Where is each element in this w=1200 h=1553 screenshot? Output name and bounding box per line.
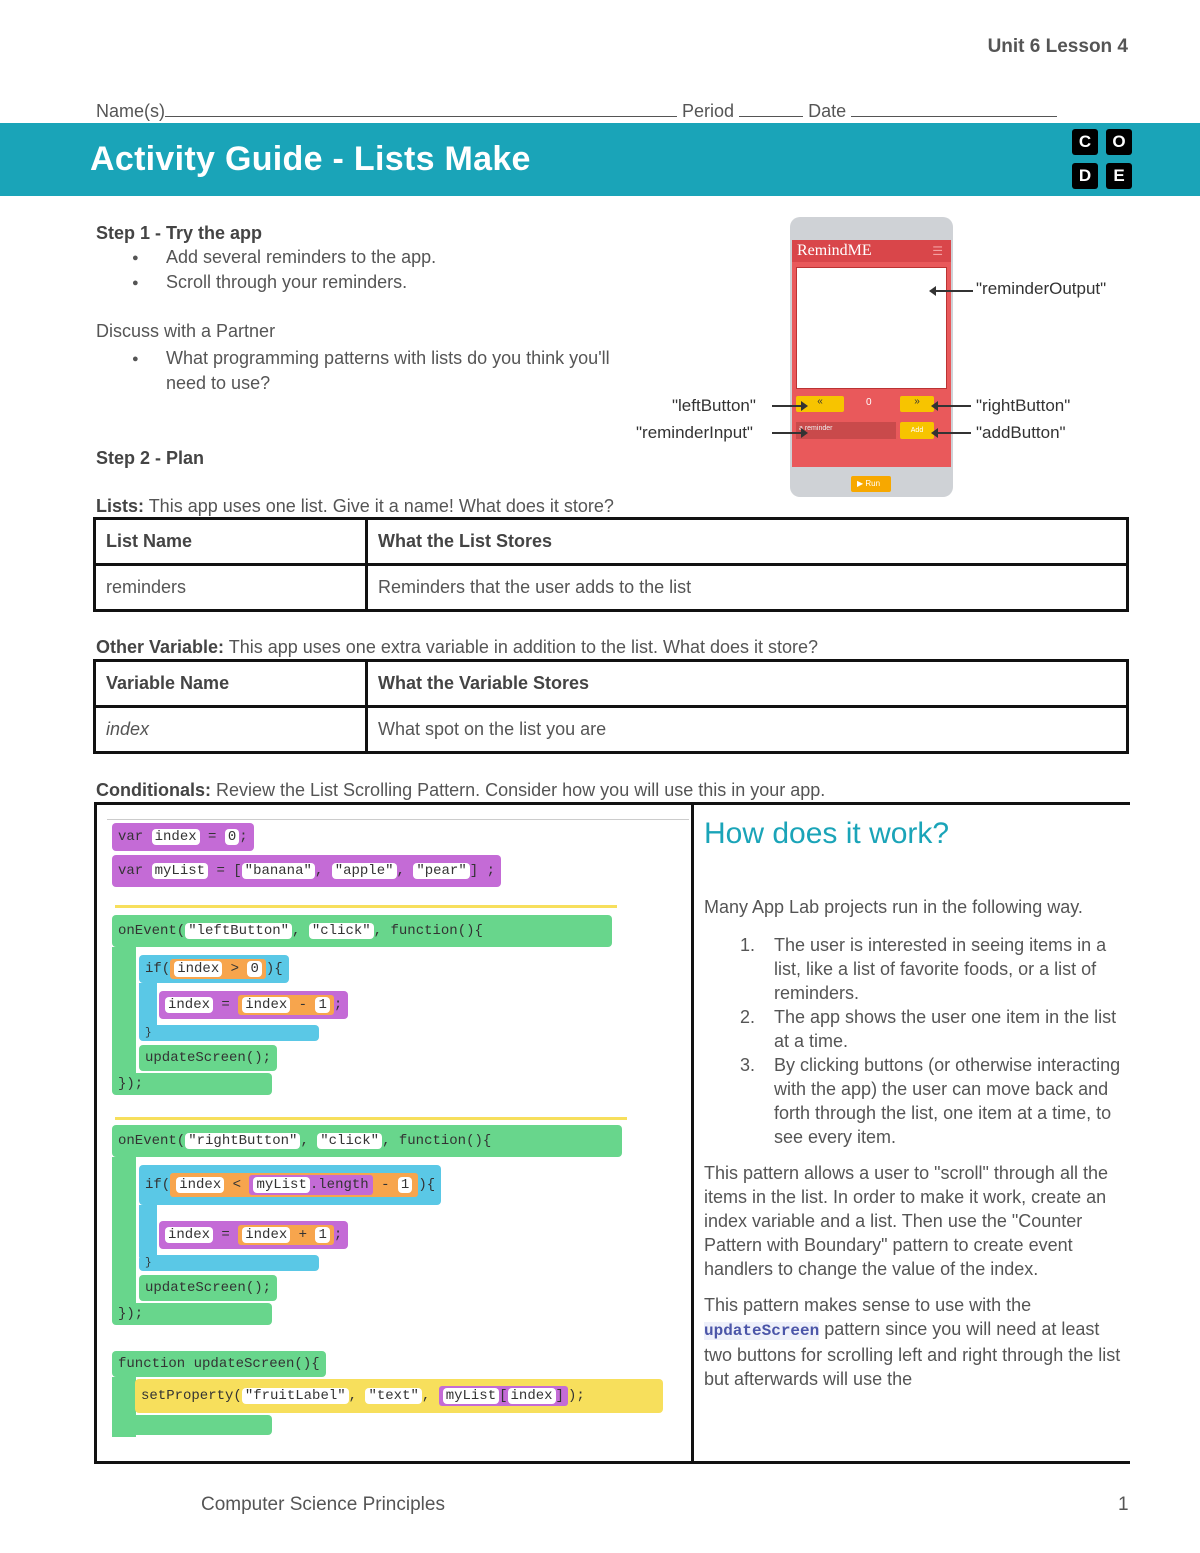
arrow-left-button: [772, 405, 804, 407]
variable-table: [93, 659, 1129, 754]
length-expression: [249, 1175, 372, 1195]
period-line[interactable]: [739, 99, 803, 117]
logo-letter-c: C: [1072, 129, 1098, 155]
conditionals-label: Conditionals:: [96, 780, 211, 800]
name-label: Name(s): [96, 101, 166, 121]
block-body-right: [112, 1157, 136, 1307]
arrow-right-button: [935, 405, 971, 407]
reminder-input[interactable]: a reminder: [796, 422, 896, 439]
pattern-box: [94, 802, 1130, 1464]
string: "rightButton": [185, 1133, 300, 1149]
keyword: setProperty(: [141, 1388, 242, 1404]
var-name: index: [508, 1388, 556, 1404]
block-if-body: [139, 1205, 157, 1257]
step2-heading: Step 2 - Plan: [96, 448, 205, 468]
logo-letter-d: D: [1072, 163, 1098, 189]
conditionals-prompt: [96, 780, 825, 801]
var-name: myList: [152, 863, 208, 879]
discuss-label: Discuss with a Partner: [96, 321, 276, 341]
var-name: myList: [443, 1388, 499, 1404]
operator: <: [232, 1177, 242, 1193]
value: 0: [247, 961, 261, 977]
table-cell[interactable]: Reminders that the user adds to the list: [367, 565, 1128, 611]
block-if-right[interactable]: if( index < myList .length - 1 ){: [139, 1165, 441, 1205]
keyword: function: [390, 923, 458, 939]
lists-text: This app uses one list. Give it a name! What does it store?: [144, 496, 614, 516]
app-title-bar: [792, 240, 951, 262]
operator: =: [208, 829, 217, 845]
other-variable-text: This app uses one extra variable in addition to the list. What does it store?: [224, 637, 819, 657]
list-item: 3. By clicking buttons (or otherwise interacting with the app) the user can move back and forth through the list, one item at a time, to see every item.: [740, 1055, 1121, 1147]
right-button[interactable]: »: [900, 396, 934, 412]
date-line[interactable]: [851, 99, 1057, 117]
var-name: index: [242, 997, 290, 1013]
var-name: index: [165, 997, 213, 1013]
inline-code: updateScreen: [704, 1322, 820, 1340]
unit-lesson-label: Unit 6 Lesson 4: [987, 36, 1128, 57]
block-update-call[interactable]: updateScreen();: [139, 1045, 277, 1071]
table-header-cell: Variable Name: [95, 661, 367, 707]
value: 1: [398, 1177, 412, 1193]
var-name: index: [152, 829, 200, 845]
block-if-end: }: [139, 1255, 319, 1271]
block-function-close: [112, 1415, 272, 1435]
string: "apple": [332, 863, 397, 879]
how-heading: How does it work?: [704, 817, 950, 850]
keyword: if(: [145, 961, 171, 977]
app-title: RemindME: [797, 242, 872, 259]
play-icon: ▶: [857, 479, 866, 488]
text: pattern since you will need at least two buttons for scrolling left and right through the list but afterwards will use the: [704, 1319, 1121, 1389]
expression: [238, 1225, 334, 1245]
keyword: var: [118, 863, 144, 879]
table-row: [95, 565, 1128, 611]
var-name: index: [242, 1227, 290, 1243]
step-text: The user is interested in seeing items in a list, like a list of favorite foods, or a list of reminders.: [774, 935, 1107, 1003]
table-row: [95, 707, 1128, 753]
value: 1: [315, 997, 329, 1013]
lists-label: Lists:: [96, 496, 145, 516]
list-access: myList [ index ]: [439, 1386, 568, 1406]
var-name: index: [176, 1177, 224, 1193]
table-header-cell: What the List Stores: [367, 519, 1128, 565]
semicolon: ;: [486, 863, 495, 879]
period-label: Period: [682, 101, 735, 121]
keyword: function: [398, 1133, 467, 1149]
list-item: ● What programming patterns with lists do you think you'll need to use?: [96, 346, 636, 396]
operator: >: [230, 961, 240, 977]
arrow-output: [933, 290, 973, 292]
table-row: [95, 661, 1128, 707]
step-text: The app shows the user one item in the list at a time.: [774, 1007, 1117, 1051]
property: .length: [309, 1177, 369, 1193]
operator: =: [221, 1227, 230, 1243]
condition: [170, 1173, 418, 1197]
how-steps: [740, 933, 1122, 1149]
conditionals-text: Review the List Scrolling Pattern. Consider how you will use this in your app.: [211, 780, 826, 800]
how-paragraph-1: This pattern allows a user to "scroll" through all the items in the list. In order to make it work, create an index variable and a list. Then use the "Counter Pattern with Boundary" pattern to create event handlers to change the value of the index.: [704, 1163, 1108, 1279]
lists-prompt: [96, 496, 614, 517]
app-screen: [792, 262, 951, 467]
list-item: ● Scroll through your reminders.: [96, 270, 656, 295]
text: This pattern makes sense to use with the: [704, 1295, 1032, 1315]
var-name: index: [165, 1227, 213, 1243]
var-name: index: [174, 961, 222, 977]
semicolon: ;: [239, 829, 248, 845]
discuss-bullets: [96, 346, 636, 396]
block-update-call[interactable]: updateScreen();: [139, 1275, 277, 1301]
divider: [115, 1117, 627, 1120]
block-onevent-close: });: [112, 1073, 272, 1095]
footer-course: Computer Science Principles: [201, 1494, 445, 1515]
step1-bullets: [96, 245, 656, 295]
block-increment[interactable]: [159, 1221, 348, 1249]
block-if-body: [139, 983, 157, 1029]
app-mockup: [790, 217, 953, 497]
keyword: onEvent(: [118, 923, 186, 939]
step-text: By clicking buttons (or otherwise interacting with the app) the user can move back and forth through the list, one item at a time, to see every item.: [774, 1055, 1121, 1147]
list-table: [93, 517, 1129, 612]
keyword: if(: [145, 1177, 171, 1193]
table-header-cell: What the Variable Stores: [367, 661, 1128, 707]
operator: -: [298, 997, 308, 1013]
string: "banana": [242, 863, 315, 879]
table-row: [95, 519, 1128, 565]
how-it-works-pane: [704, 817, 1122, 1391]
string: "click": [309, 923, 374, 939]
block-onevent-close: });: [112, 1303, 272, 1325]
divider: [115, 905, 617, 908]
block-decrement[interactable]: [159, 991, 348, 1019]
date-label: Date: [808, 101, 847, 121]
divider: [107, 819, 689, 820]
table-cell[interactable]: index: [95, 707, 367, 753]
operator: +: [298, 1227, 308, 1243]
arrow-reminder-input: [772, 432, 804, 434]
condition: [170, 959, 266, 979]
other-variable-prompt: [96, 637, 818, 658]
step1-heading: Step 1 - Try the app: [96, 223, 263, 243]
code-logo: [1072, 129, 1134, 191]
callout-left-button: "leftButton": [672, 396, 756, 415]
list-item: ● Add several reminders to the app.: [96, 245, 656, 270]
code-blocks-pane: [94, 805, 694, 1464]
title-banner: [0, 123, 1200, 196]
table-header-cell: List Name: [95, 519, 367, 565]
callout-add-button: "addButton": [976, 423, 1066, 442]
semicolon: ;: [333, 1227, 343, 1243]
block-onevent-left[interactable]: onEvent( "leftButton" , "click" , function(){: [112, 915, 612, 947]
string: "leftButton": [185, 923, 292, 939]
block-body-left: [112, 947, 136, 1077]
value: 1: [315, 1227, 329, 1243]
value: 0: [225, 829, 239, 845]
how-paragraph-2: [704, 1293, 1122, 1391]
run-button[interactable]: [851, 476, 891, 492]
keyword: onEvent(: [118, 1133, 186, 1149]
block-var-index[interactable]: [112, 823, 254, 851]
logo-letter-o: O: [1106, 129, 1132, 155]
page-number: 1: [1118, 1494, 1129, 1515]
list-item: 2. The app shows the user one item in the list at a time.: [740, 1007, 1117, 1051]
list-item: 1. The user is interested in seeing items in a list, like a list of favorite foods, or a list of reminders.: [740, 935, 1107, 1003]
page-title: Activity Guide - Lists Make: [90, 140, 531, 178]
callout-reminder-output: "reminderOutput": [976, 279, 1107, 298]
block-if-left[interactable]: if( index > 0 ){: [139, 955, 289, 983]
table-cell[interactable]: reminders: [95, 565, 367, 611]
name-period-date-row: [96, 99, 1076, 122]
name-line[interactable]: [165, 99, 677, 117]
callout-right-button: "rightButton": [976, 396, 1071, 415]
var-name: myList: [253, 1177, 309, 1193]
index-display: 0: [866, 397, 872, 408]
expression: [238, 995, 334, 1015]
run-label: Run: [865, 479, 881, 488]
arrow-add-button: [935, 432, 971, 434]
operator: -: [381, 1177, 390, 1193]
callout-reminder-input: "reminderInput": [636, 423, 753, 442]
keyword: var: [118, 829, 144, 845]
how-intro: Many App Lab projects run in the following way.: [704, 897, 1083, 917]
semicolon: ;: [333, 997, 343, 1013]
left-button[interactable]: «: [796, 396, 844, 412]
logo-letter-e: E: [1106, 163, 1132, 189]
block-set-property[interactable]: setProperty( "fruitLabel" , "text" , myList [ index ] );: [135, 1379, 663, 1413]
table-cell[interactable]: What spot on the list you are: [367, 707, 1128, 753]
string: "fruitLabel": [242, 1388, 349, 1404]
block-if-end: }: [139, 1025, 319, 1041]
add-button[interactable]: Add: [900, 422, 934, 439]
other-variable-label: Other Variable:: [96, 637, 225, 657]
string: "click": [317, 1133, 382, 1149]
string: "text": [365, 1388, 421, 1404]
menu-icon: ☰: [932, 244, 943, 258]
reminder-output-box: [796, 267, 947, 389]
string: "pear": [413, 863, 469, 879]
block-var-mylist[interactable]: var myList = [ "banana" , "apple" , "pear" ] ;: [112, 855, 501, 887]
operator: =: [216, 863, 225, 879]
block-onevent-right[interactable]: onEvent( "rightButton" , "click" , function(){: [112, 1125, 622, 1157]
operator: =: [221, 997, 230, 1013]
block-function-update[interactable]: function updateScreen(){: [112, 1351, 326, 1377]
